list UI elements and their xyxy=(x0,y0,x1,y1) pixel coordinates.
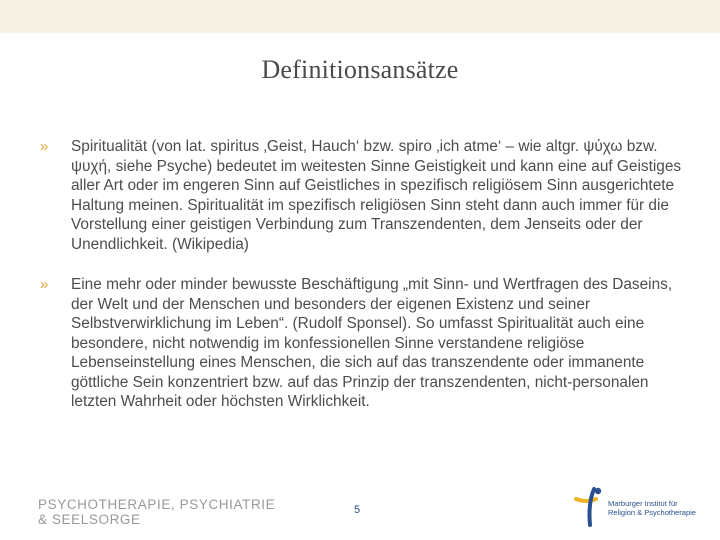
slide-title: Definitionsansätze xyxy=(261,55,459,84)
bullet-list xyxy=(40,137,688,412)
bullet-marker-icon: » xyxy=(40,276,49,293)
header-band xyxy=(0,0,720,33)
footer-org-line1: PSYCHOTHERAPIE, PSYCHIATRIE xyxy=(38,497,276,512)
page-number: 5 xyxy=(353,504,361,516)
logo-text-line2: Religion & Psychotherapie xyxy=(608,508,696,517)
bullet-text: Spiritualität (von lat. spiritus ‚Geist, Hauch‘ bzw. spiro ‚ich atme‘ – wie altgr. ψύχω bzw. ψυχή, siehe Psyche) bedeutet im weitesten Sinne Geistigkeit und kann eine auf Geistiges aller Art oder im engeren Sinn auf Geistliches in spezifisch religiösem Sinn ausgerichtete Haltung meinen. Spiritualität im spezifisch religiösen Sinn steht dann auch immer für die Vorstellung einer geistigen Verbindung zum Transzendenten, dem Jenseits oder der Unendlichkeit. (Wikipedia) xyxy=(71,138,682,253)
institute-logo xyxy=(574,485,694,529)
logo-text-line1: Marburger Institut für xyxy=(608,499,678,508)
footer-org-line2: & SEELSORGE xyxy=(38,512,141,527)
cross-figure-logo-icon xyxy=(574,485,608,529)
logo-text xyxy=(608,499,696,517)
footer-organization xyxy=(38,497,275,527)
bullet-item xyxy=(40,275,688,412)
bullet-item xyxy=(40,137,688,254)
bullet-marker-icon: » xyxy=(40,138,49,155)
bullet-text: Eine mehr oder minder bewusste Beschäftigung „mit Sinn- und Wertfragen des Daseins, der Welt und der Menschen und besonders der eigenen Existenz und seiner Selbstverwirklichung im Leben“. (Rudolf Sponsel). So umfasst Spiritualität auch eine besondere, nicht notwendig im konfessionellen Sinne verstandene religiöse Lebenseinstellung eines Menschen, die sich auf das transzendente oder immanente göttliche Sein konzentriert bzw. auf das Prinzip der transzendenten, nicht-personalen letzten Wahrheit oder höchsten Wirklichkeit. xyxy=(71,276,673,410)
